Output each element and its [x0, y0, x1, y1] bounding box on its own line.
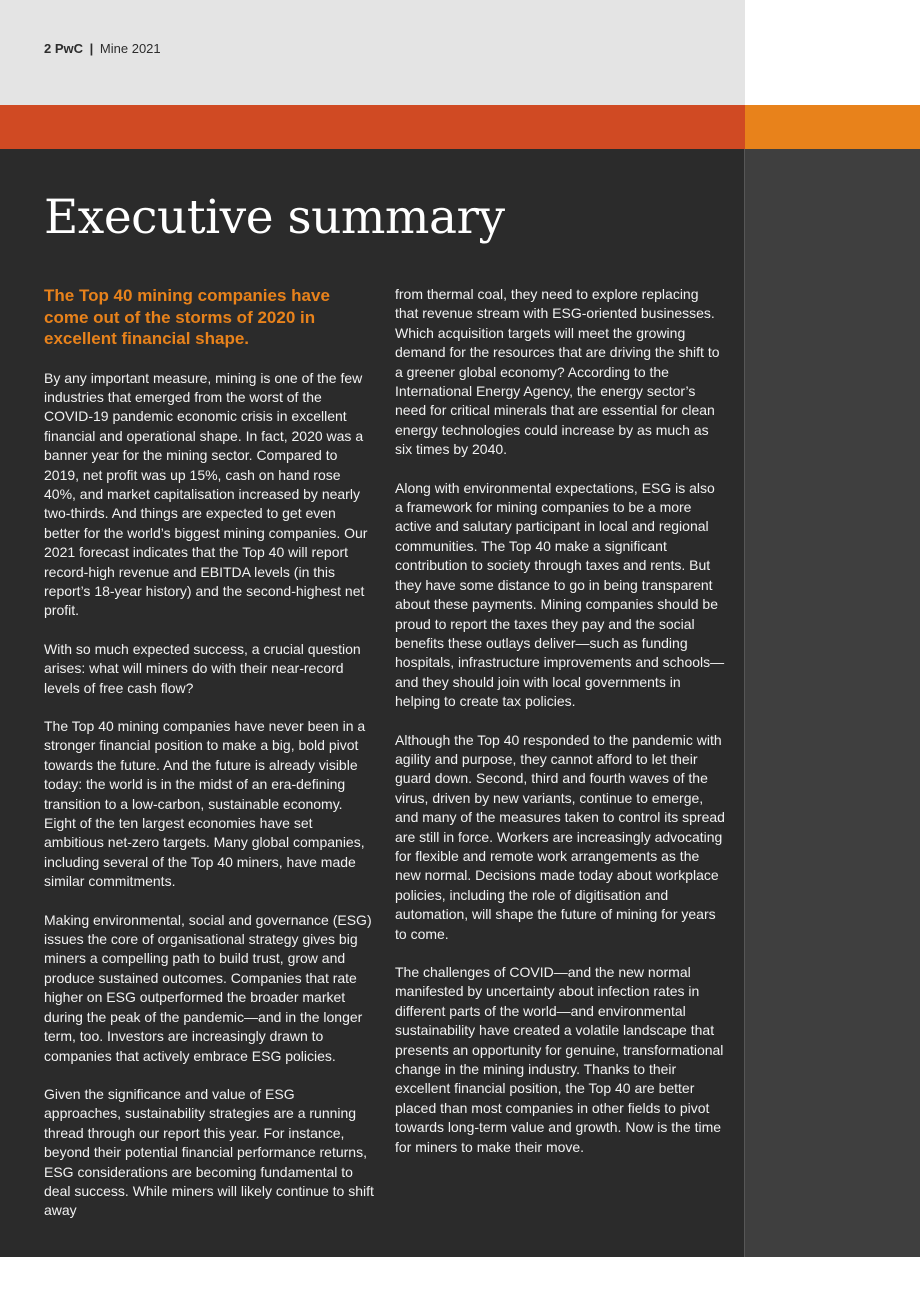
body-paragraph: The challenges of COVID—and the new normal manifested by uncertainty about infection rates in different parts of the world—and environmental sustainability have created a volatile landscape that presents an opportunity for genuine, transformational change in the mining industry. Thanks to their excellent financial position, the Top 40 are better placed than most companies in other fields to pivot towards long-term value and growth. Now is the time for miners to make their move.	[395, 964, 724, 1155]
page-title: Executive summary	[44, 190, 505, 245]
brand-name: PwC	[54, 41, 84, 56]
body-paragraph: By any important measure, mining is one of the few industries that emerged from the worst of the COVID-19 pandemic economic crisis in excellent financial and operational shape. In fact, 2020 was a banner year for the mining sector. Compared to 2019, net profit was up 15%, cash on hand rose 40%, and market capitalisation increased by nearly two-thirds. And things are expected to get even better for the world’s biggest mining companies. Our 2021 forecast indicates that the Top 40 will report record-high revenue and EBITDA levels (in this report’s 18-year history) and the second-highest net profit.	[44, 369, 368, 619]
side-panel	[745, 149, 920, 1257]
accent-band-red	[0, 105, 745, 149]
panel-divider	[744, 149, 745, 1257]
body-paragraph: Although the Top 40 responded to the pandemic with agility and purpose, they cannot afford to let their guard down. Second, third and fourth waves of the virus, driven by new variants, continue to emerge, and many of the measures taken to control its spread are still in force. Workers are increasingly advocating for flexible and remote work arrangements as the new normal. Decisions made today about workplace policies, including the role of digitisation and automation, will shape the future of mining for years to come.	[395, 731, 725, 942]
body-paragraph: The Top 40 mining companies have never been in a stronger financial position to make a big, bold pivot towards the future. And the future is already visible today: the world is in the midst of an era-defining transition to a low-carbon, sustainable economy. Eight of the ten largest economies have set ambitious net-zero targets. Many global companies, including several of the Top 40 miners, have made similar commitments.	[44, 718, 366, 890]
publication-name: Mine 2021	[99, 41, 161, 56]
accent-band-orange	[745, 105, 920, 149]
header-bar	[0, 0, 745, 105]
body-paragraph: Along with environmental expectations, ESG is also a framework for mining companies to be a more active and salutary participant in local and regional communities. The Top 40 make a significant contribution to society through taxes and rents. But they have some distance to go in being transparent about these payments. Mining companies should be proud to report the taxes they pay and the social benefits these outlays deliver—such as funding hospitals, infrastructure improvements and schools—and they should join with local governments in helping to create tax policies.	[395, 479, 725, 710]
header-separator: |	[89, 41, 94, 56]
running-header	[44, 41, 161, 56]
body-paragraph: Making environmental, social and governance (ESG) issues the core of organisational strategy gives big miners a compelling path to build trust, grow and produce sustained outcomes. Companies that rate higher on ESG outperformed the broader market during the peak of the pandemic—and in the longer term, too. Investors are increasingly drawn to companies that actively embrace ESG policies.	[44, 911, 372, 1064]
lead-paragraph: The Top 40 mining companies have come out of the storms of 2020 in excellent financial shape.	[44, 286, 330, 348]
left-column	[44, 285, 374, 1240]
page-number: 2	[44, 41, 52, 56]
right-column	[395, 285, 725, 1176]
body-paragraph: With so much expected success, a crucial question arises: what will miners do with their near-record levels of free cash flow?	[44, 640, 361, 696]
body-paragraph: Given the significance and value of ESG approaches, sustainability strategies are a running thread through our report this year. For instance, beyond their potential financial performance returns, ESG considerations are becoming fundamental to deal success. While miners will likely continue to shift away	[44, 1085, 374, 1219]
body-paragraph: from thermal coal, they need to explore replacing that revenue stream with ESG-oriented businesses. Which acquisition targets will meet the growing demand for the resources that are driving the shift to a greener global economy? According to the International Energy Agency, the energy sector’s need for critical minerals that are essential for clean energy technologies could increase by as much as six times by 2040.	[395, 286, 720, 458]
